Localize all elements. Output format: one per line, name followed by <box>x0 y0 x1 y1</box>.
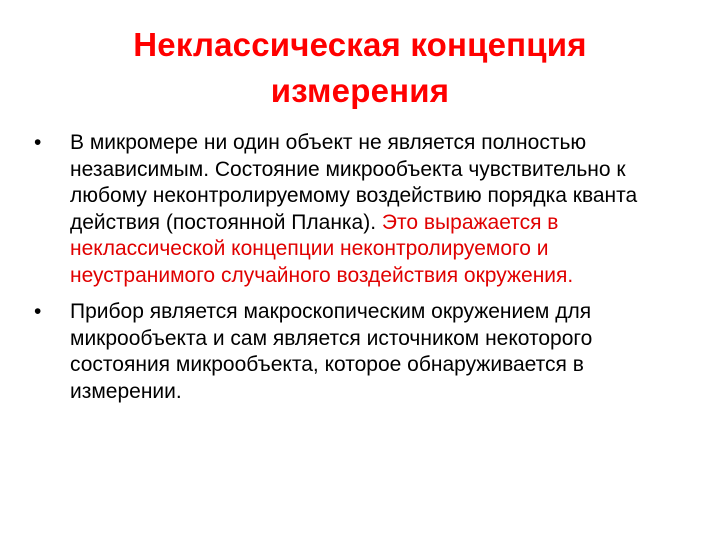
bullet-item-2 <box>34 299 684 405</box>
slide-title: Неклассическая концепция измерения <box>133 26 587 109</box>
bullet-2-text: Прибор является макроскопическим окружением для микрообъекта и сам является источником некоторого состояния микрообъекта, которое обнаруживается в измерении. <box>70 300 593 403</box>
bullet-icon: • <box>34 131 42 154</box>
bullet-icon: • <box>34 300 42 323</box>
bullet-item-1 <box>34 130 684 289</box>
bullet-list <box>34 130 684 405</box>
bullet-1-highlight: Это выражается в неклассической концепции неконтролируемого и неустранимого случайного воздействия окружения. <box>70 210 574 287</box>
bullet-1-text: В микромере ни один объект не является полностью независимым. Состояние микрообъекта чувствительно к любому неконтролируемому воздействию порядка кванта действия (постоянной Планка). <box>70 131 638 234</box>
